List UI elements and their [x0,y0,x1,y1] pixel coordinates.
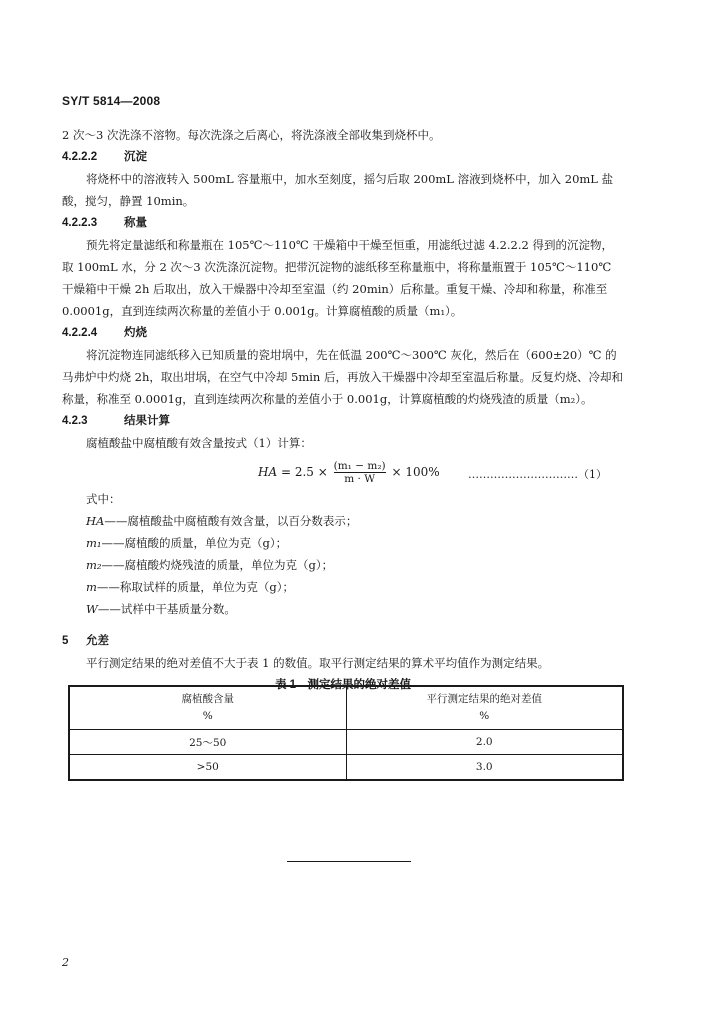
section-4-2-3-heading [62,410,624,432]
symbol-definitions [62,510,624,620]
equation-number: …………………………（1） [468,468,607,481]
section-4-2-2-2-heading [62,146,624,168]
formula-fraction [334,460,386,485]
section-number: 4.2.3 [62,415,88,427]
header-unit: % [202,710,213,722]
section-4-2-2-4-text: 将沉淀物连同滤纸移入已知质量的瓷坩埚中，先在低温 200℃～300℃ 灰化，然后在（600±20）℃ 的马弗炉中灼烧 2h，取出坩埚，在空气中冷却 5min 后，再放入干燥器中冷却至室温后称量。反复灼烧、冷却和称量，称准至 0.0001g，直到连续两次称量的差值小于 0.001g，计算腐植酸的灼烧残渣的质量（m₂）。 [62,348,623,406]
section-title: 允差 [86,635,109,647]
header-label: 腐植酸含量 [181,693,234,705]
definition-description: ——腐植酸盐中腐植酸有效含量，以百分数表示； [104,514,358,528]
definition-description: ——试样中干基质量分数。 [97,602,236,616]
definition-description: ——腐植酸灼烧残渣的质量，单位为克（g）； [101,558,334,572]
formula-coefficient: = 2.5 × [280,465,328,479]
section-title: 沉淀 [124,151,147,163]
definition-item [62,576,624,598]
header-label: 平行测定结果的绝对差值 [426,693,542,705]
table-cell: 25～50 [69,730,346,755]
section-4-2-2-2-text: 将烧杯中的溶液转入 500mL 容量瓶中，加水至刻度，摇匀后取 200mL 溶液到烧杯中，加入 20mL 盐酸，搅匀，静置 10min。 [62,172,614,208]
header-unit: % [479,710,490,722]
table-header-cell [69,686,346,730]
table-header-row [69,686,623,730]
formula-denominator: m · W [334,472,386,485]
definition-description: ——腐植酸的质量，单位为克（g）； [101,536,288,550]
definition-description: ——称取试样的质量，单位为克（g）； [96,580,295,594]
section-4-2-3-text: 腐植酸盐中腐植酸有效含量按式（1）计算： [86,436,312,450]
table-1-caption: 表 1 测定结果的绝对差值 [274,679,412,691]
section-4-2-2-3-text: 预先将定量滤纸和称量瓶在 105℃～110℃ 干燥箱中干燥至恒重，用滤纸过滤 4.2.2.2 得到的沉淀物，取 100mL 水，分 2 次～3 次洗涤沉淀物。把带沉淀物的滤纸移至称量瓶中，将称量瓶置于 105℃～110℃ 干燥箱中干燥 2h 后取出，放入干燥器中冷却至室温（约 20min）后称量。重复干燥、冷却和称量，称准至 0.0001g，直到连续两次称量的差值小于 0.001g。计算腐植酸的质量（m₁）。 [62,238,613,318]
formula-1 [62,454,624,488]
definition-item [62,510,624,532]
formula-lhs: HA [258,465,278,479]
standard-code: SY/T 5814—2008 [62,94,161,108]
end-rule [287,861,411,862]
definition-symbol: HA [86,514,105,528]
formula-expression [258,460,440,485]
table-header-cell [346,686,623,730]
definition-item [62,554,624,576]
table-row [69,755,623,781]
definition-item [62,532,624,554]
section-number: 4.2.2.4 [62,327,98,339]
where-intro: 式中： [86,492,121,506]
section-title: 称量 [124,217,147,229]
section-5-heading [62,630,624,652]
section-number: 4.2.2.3 [62,217,98,229]
document-body [62,124,624,696]
section-title: 灼烧 [124,327,147,339]
table-cell: >50 [69,755,346,781]
page-number: 2 [62,956,69,969]
section-5-text: 平行测定结果的绝对差值不大于表 1 的数值。取平行测定结果的算术平均值作为测定结果。 [86,656,550,670]
section-title: 结果计算 [124,415,170,427]
table-1 [68,685,624,781]
paragraph-continuation: 2 次～3 次洗涤不溶物。每次洗涤之后离心，将洗涤液全部收集到烧杯中。 [62,128,441,142]
definition-symbol: m₁ [86,536,102,550]
definition-item [62,598,624,620]
section-number: 4.2.2.2 [62,151,98,163]
table-cell: 2.0 [346,730,623,755]
definition-symbol: m₂ [86,558,102,572]
table-row [69,730,623,755]
table-cell: 3.0 [346,755,623,781]
formula-numerator: (m₁ − m₂) [333,460,386,472]
definition-symbol: W [86,602,98,616]
section-4-2-2-4-heading [62,322,624,344]
formula-tail: × 100% [391,465,440,479]
definition-symbol: m [86,580,97,594]
section-4-2-2-3-heading [62,212,624,234]
section-number: 5 [62,635,69,647]
